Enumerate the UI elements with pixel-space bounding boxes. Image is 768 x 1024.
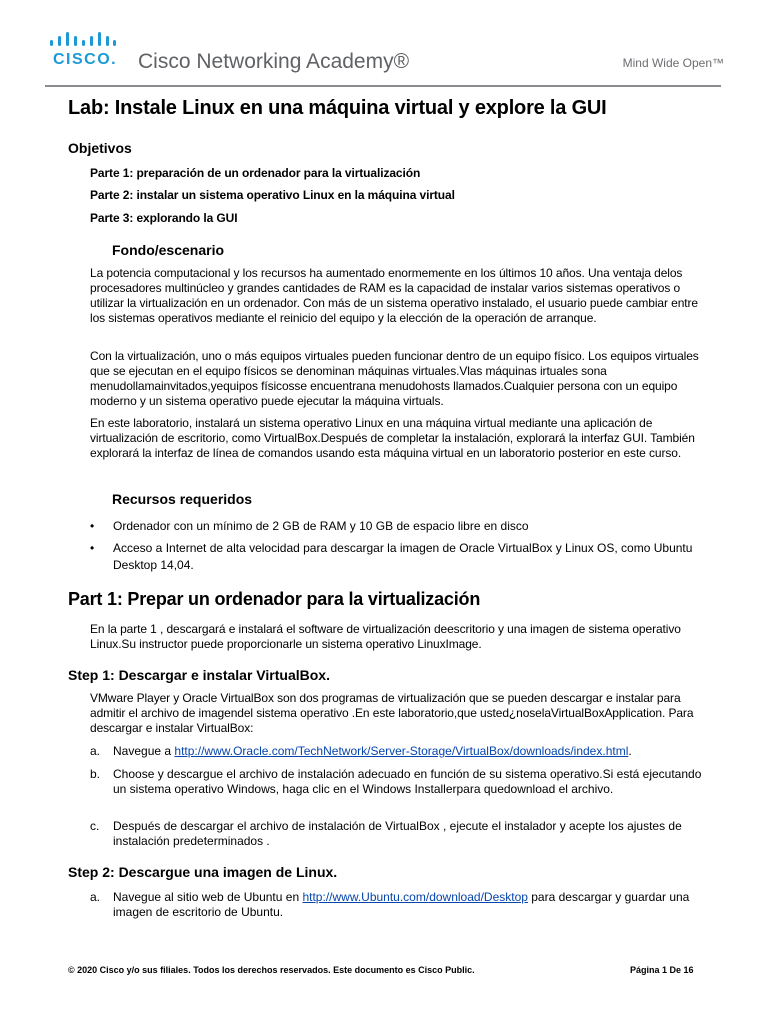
objective-item: Parte 2: instalar un sistema operativo Linux en la máquina virtual (90, 188, 455, 202)
list-label: a. (90, 744, 101, 758)
item-text: Navegue a (113, 744, 175, 758)
objectives-heading: Objetivos (68, 140, 132, 156)
header-divider (45, 85, 721, 87)
step2-item-a (90, 890, 703, 920)
step1-item-c (90, 819, 703, 849)
item-text: . (628, 744, 632, 758)
step1-heading: Step 1: Descargar e instalar VirtualBox. (68, 667, 330, 683)
background-heading: Fondo/escenario (112, 242, 225, 258)
cisco-wordmark: CISCO. (53, 51, 118, 68)
footer-page-number: Página 1 De 16 (630, 965, 694, 975)
item-text: Navegue al sitio web de Ubuntu en (113, 890, 303, 904)
step1-item-a (90, 744, 703, 759)
item-text: Choose y descargue el archivo de instalación adecuado en función de su sistema operativo.Si está ejecutando un sistema operativo Windows, haga clic en el Windows Installerpara quedownload el archivo. (113, 767, 702, 796)
footer-copyright: © 2020 Cisco y/o sus filiales. Todos los derechos reservados. Este documento es Cisco Public. (68, 965, 475, 975)
resource-item (90, 518, 703, 534)
item-text: para descargar y guardar una imagen de escritorio de Ubuntu. (113, 890, 690, 919)
part1-heading: Part 1: Prepar un ordenador para la virtualización (68, 589, 481, 609)
resource-text: Ordenador con un mínimo de 2 GB de RAM y 10 GB de espacio libre en disco (113, 519, 529, 533)
cisco-logo (49, 31, 117, 71)
resources-heading: Recursos requeridos (112, 491, 253, 507)
step1-item-b (90, 767, 703, 812)
tagline: Mind Wide Open™ (622, 56, 724, 70)
objective-item: Parte 3: explorando la GUI (90, 211, 238, 225)
bullet-icon: • (90, 519, 95, 533)
part1-paragraph: En la parte 1 , descargará e instalará el software de virtualización deescritorio y una imagen de sistema operativo Linux.Su instructor puede proporcionarle un sistema operativo LinuxImage. (90, 622, 681, 651)
list-label: a. (90, 890, 101, 904)
resource-item (90, 540, 703, 572)
background-paragraph: Con la virtualización, uno o más equipos virtuales pueden funcionar dentro de un equipo físico. Los equipos virtuales que se ejecutan en el equipo físicos se denominan máquinas virtuales.Vlas máquinas irtuales sona menudollamainvitados,yequipos físicosse encuentrana menudohosts llamados.Cualquier persona con un equipo moderno y un sistema operativo puede ejecutar la máquina virtuals. (90, 349, 699, 408)
background-paragraph: La potencia computacional y los recursos ha aumentado enormemente en los últimos 10 años. Una ventaja delos procesadores multinúcleo y grandes cantidades de RAM es la capacidad de instalar varios sistemas operativos o utilizar la virtualización en un ordenador. Con más de un sistema operativo instalado, el usuario puede cambiar entre los sistemas operativos mediante el reinicio del equipo y la elección de la operación de arranque. (90, 266, 698, 325)
bullet-icon: • (90, 541, 95, 555)
page-title: Lab: Instale Linux en una máquina virtual y explore la GUI (68, 97, 607, 119)
step1-paragraph: VMware Player y Oracle VirtualBox son dos programas de virtualización que se pueden descargar e instalar para admitir el archivo de imagendel sistema operativo .En este laboratorio,que usted¿noselaVirtualBoxApplication. Para descargar e instalar VirtualBox: (90, 691, 694, 735)
oracle-download-link[interactable]: http://www.Oracle.com/TechNetwork/Server-Storage/VirtualBox/downloads/index.html (174, 744, 629, 758)
objective-item: Parte 1: preparación de un ordenador para la virtualización (90, 166, 421, 180)
academy-name: Cisco Networking Academy® (138, 50, 410, 73)
cisco-bars-icon (49, 31, 117, 49)
list-label: c. (90, 819, 100, 833)
resource-text: Acceso a Internet de alta velocidad para descargar la imagen de Oracle VirtualBox y Linux OS, como Ubuntu Desktop 14,04. (113, 541, 693, 572)
list-label: b. (90, 767, 101, 781)
ubuntu-download-link[interactable]: http://www.Ubuntu.com/download/Desktop (302, 890, 528, 904)
step2-heading: Step 2: Descargue una imagen de Linux. (68, 864, 338, 880)
page-header (0, 0, 768, 90)
background-paragraph: En este laboratorio, instalará un sistema operativo Linux en una máquina virtual mediante una aplicación de virtualización de escritorio, como VirtualBox.Después de completar la instalación, explorará la interfaz GUI. También explorará la interfaz de línea de comandos usando esta máquina virtual en un laboratorio posterior en este curso. (90, 416, 695, 460)
item-text: Después de descargar el archivo de instalación de VirtualBox , ejecute el instalador y acepte los ajustes de instalación predeterminados . (113, 819, 682, 848)
